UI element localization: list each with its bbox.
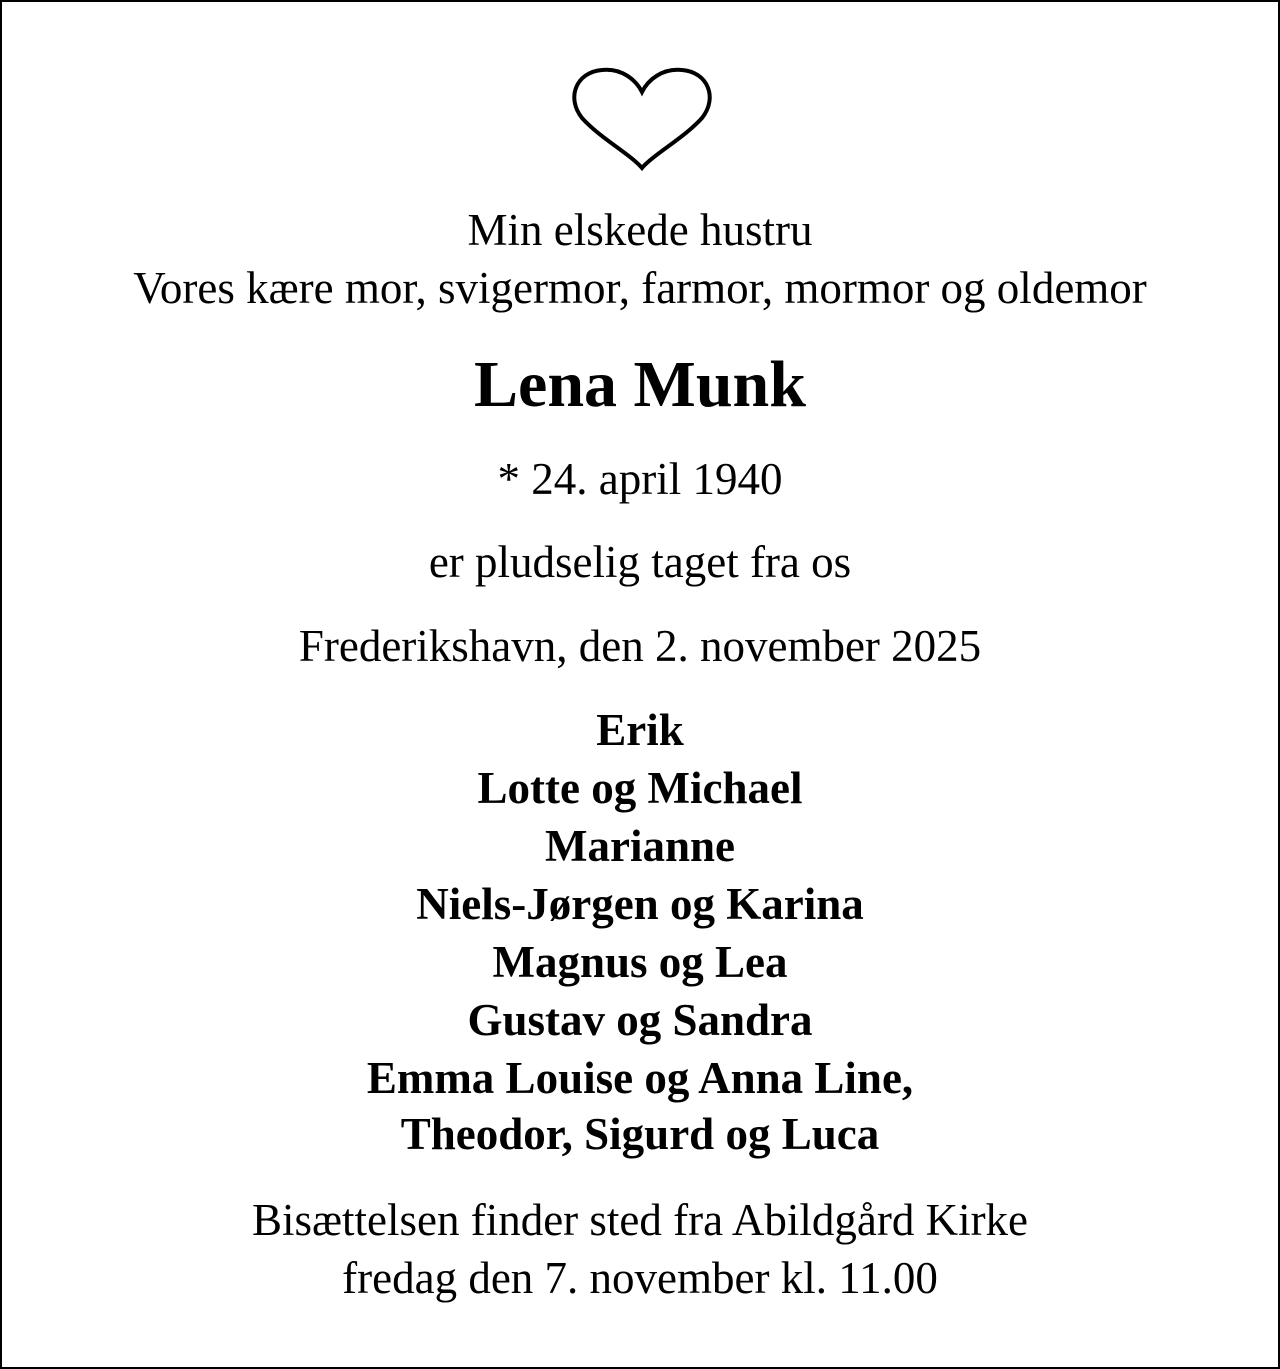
deceased-name: Lena Munk [474,348,806,421]
intro-line-1: Min elskede hustru [467,205,813,255]
intro-line-2: Vores kære mor, svigermor, farmor, mormor og oldemor [133,263,1147,313]
death-text: er pludselig taget fra os [428,537,852,587]
family-line: Erik [596,705,684,755]
family-line: Theodor, Sigurd og Luca [400,1109,880,1159]
heart-icon [570,66,714,172]
family-line: Emma Louise og Anna Line, [366,1053,914,1103]
family-line: Magnus og Lea [492,937,788,987]
family-line: Niels-Jørgen og Karina [416,879,864,929]
family-line: Marianne [545,821,735,871]
funeral-line-2: fredag den 7. november kl. 11.00 [342,1253,938,1303]
family-line: Gustav og Sandra [467,995,813,1045]
place-date: Frederikshavn, den 2. november 2025 [298,621,982,671]
birth-date: * 24. april 1940 [497,454,783,504]
family-line: Lotte og Michael [477,763,803,813]
funeral-line-1: Bisættelsen finder sted fra Abildgård Kirke [251,1195,1029,1245]
